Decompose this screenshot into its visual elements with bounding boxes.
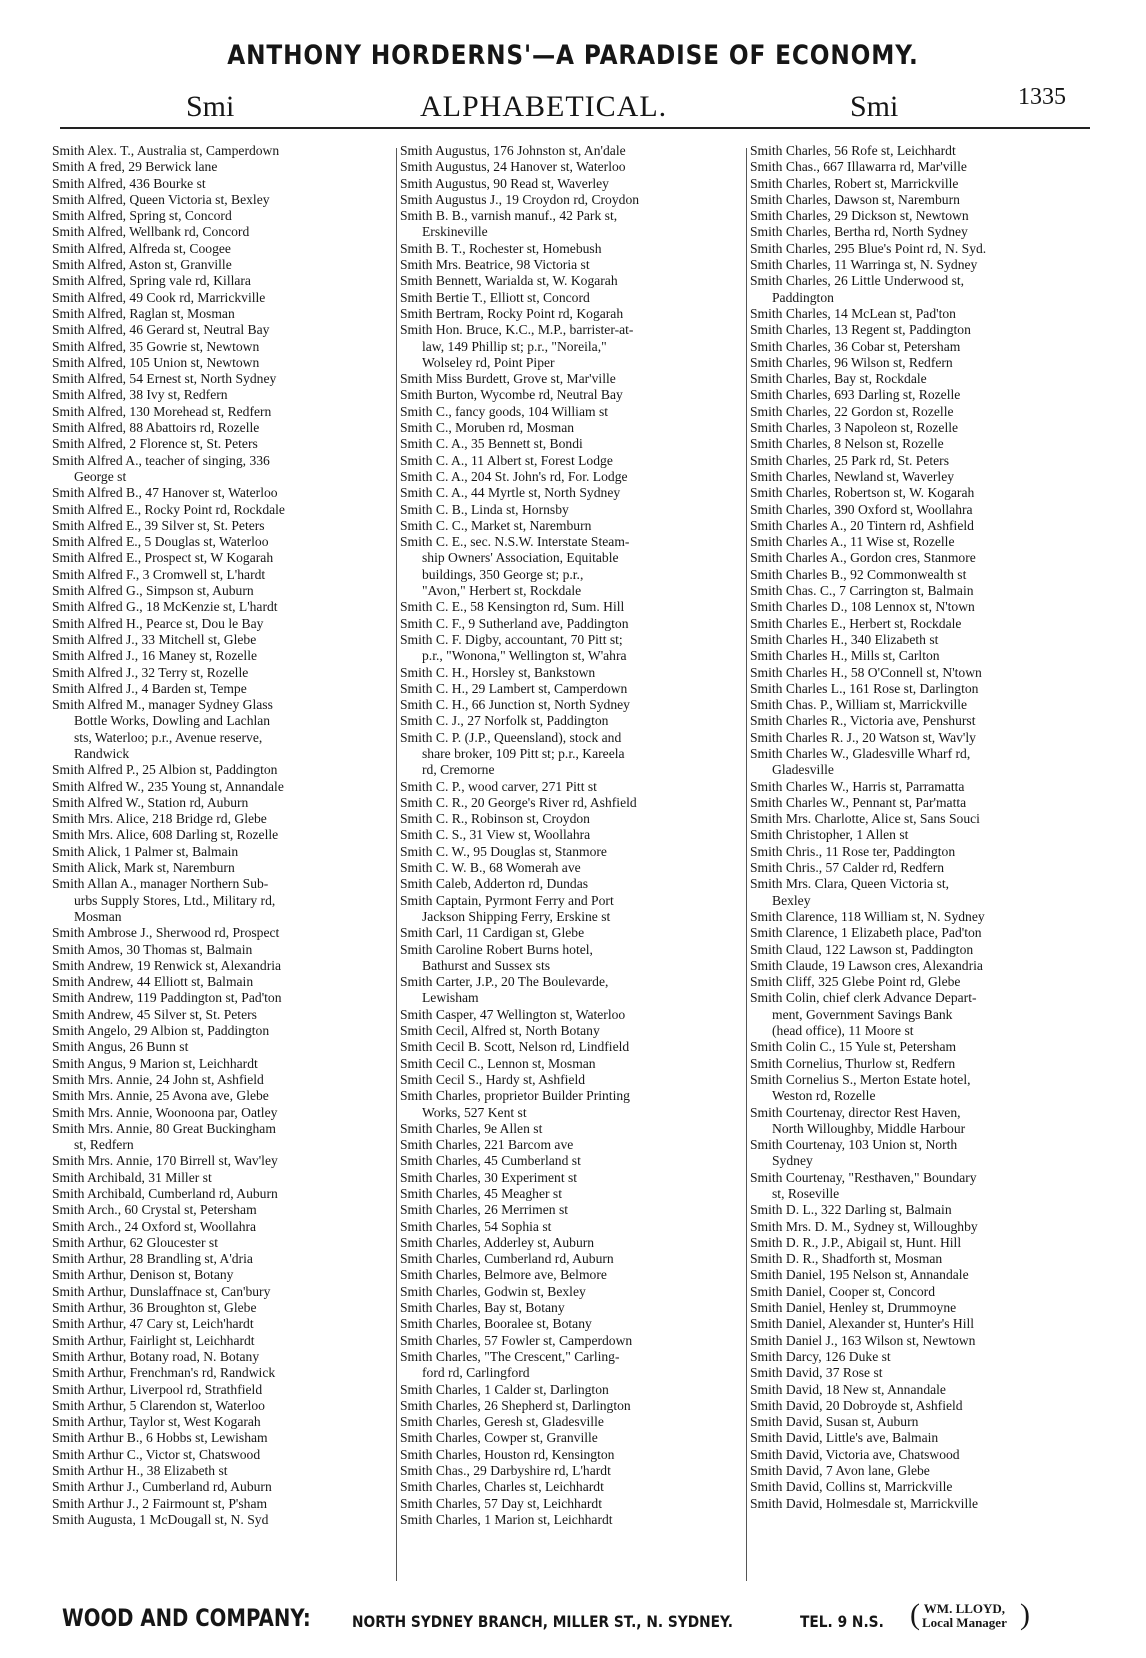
directory-entry: Smith C. S., 31 View st, Woollahra bbox=[400, 827, 591, 843]
directory-column-2 bbox=[400, 143, 742, 1583]
directory-entry: Smith Cornelius S., Merton Estate hotel, bbox=[750, 1071, 971, 1087]
directory-entry: Smith Andrew, 119 Paddington st, Pad'ton bbox=[52, 990, 282, 1006]
directory-entry: Smith Charles, Cumberland rd, Auburn bbox=[400, 1251, 614, 1267]
directory-entry: Smith Charles, Bay st, Rockdale bbox=[750, 371, 927, 387]
directory-entry: Smith C. A., 44 Myrtle st, North Sydney bbox=[400, 485, 621, 501]
directory-entry: Smith Charles, 45 Meagher st bbox=[400, 1186, 562, 1201]
directory-entry: Smith Arthur, 36 Broughton st, Glebe bbox=[52, 1300, 257, 1316]
directory-entry: Smith Arthur, 28 Brandling st, A'dria bbox=[52, 1251, 253, 1267]
directory-entry-continuation: p.r., "Wonona," Wellington st, W'ahra bbox=[422, 648, 627, 664]
directory-entry: Smith David, Little's ave, Balmain bbox=[750, 1430, 939, 1446]
directory-entry-continuation: Weston rd, Rozelle bbox=[772, 1088, 876, 1104]
directory-entry: Smith Carter, J.P., 20 The Boulevarde, bbox=[400, 974, 609, 990]
directory-entry: Smith Chas., 29 Darbyshire rd, L'hardt bbox=[400, 1463, 611, 1479]
directory-entry: Smith Chris., 11 Rose ter, Paddington bbox=[750, 843, 956, 859]
directory-entry: Smith Alfred, 54 Ernest st, North Sydney bbox=[52, 371, 277, 387]
directory-entry: Smith Courtenay, director Rest Haven, bbox=[750, 1104, 961, 1120]
directory-entry: Smith Alfred F., 3 Cromwell st, L'hardt bbox=[52, 566, 266, 582]
directory-entry: Smith Alfred E., 5 Douglas st, Waterloo bbox=[52, 534, 269, 550]
directory-entry: Smith Charles H., 58 O'Connell st, N'town bbox=[750, 664, 982, 680]
directory-entry: Smith Daniel J., 163 Wilson st, Newtown bbox=[750, 1332, 976, 1348]
directory-entry: Smith Mrs. Annie, 80 Great Buckingham bbox=[52, 1120, 276, 1136]
directory-entry: Smith Courtenay, "Resthaven," Boundary bbox=[750, 1169, 977, 1185]
directory-entry: Smith C. F. Digby, accountant, 70 Pitt st; bbox=[400, 631, 623, 647]
directory-entry: Smith Alfred J., 33 Mitchell st, Glebe bbox=[52, 631, 257, 647]
directory-entry: Smith Charles, 26 Merrimen st bbox=[400, 1202, 569, 1218]
directory-entry: Smith Alick, Mark st, Naremburn bbox=[52, 860, 235, 876]
directory-entry: Smith Angus, 9 Marion st, Leichhardt bbox=[52, 1055, 258, 1071]
directory-entry: Smith Alfred, 35 Gowrie st, Newtown bbox=[52, 338, 260, 354]
directory-entry: Smith Charles, Geresh st, Gladesville bbox=[400, 1414, 604, 1430]
directory-entry: Smith Charles, Houston rd, Kensington bbox=[400, 1446, 615, 1462]
directory-entry: Smith Augustus, 90 Read st, Waverley bbox=[400, 175, 609, 191]
directory-entry-continuation: Bathurst and Sussex sts bbox=[422, 957, 551, 973]
directory-entry: Smith Cliff, 325 Glebe Point rd, Glebe bbox=[750, 974, 961, 990]
directory-entry: Smith Charles, 8 Nelson st, Rozelle bbox=[750, 436, 944, 452]
directory-entry-continuation: (head office), 11 Moore st bbox=[772, 1023, 914, 1039]
directory-entry: Smith Charles H., 340 Elizabeth st bbox=[750, 631, 939, 647]
directory-entry: Smith B. T., Rochester st, Homebush bbox=[400, 240, 602, 256]
directory-entry: Smith Chas. C., 7 Carrington st, Balmain bbox=[750, 583, 974, 599]
directory-entry: Smith Clarence, 118 William st, N. Sydney bbox=[750, 908, 985, 924]
header-rule bbox=[60, 127, 1090, 129]
directory-entry: Smith Charles, 22 Gordon st, Rozelle bbox=[750, 403, 954, 419]
directory-entry: Smith Charles D., 108 Lennox st, N'town bbox=[750, 599, 975, 615]
directory-entry: Smith Mrs. Charlotte, Alice st, Sans Souci bbox=[750, 811, 980, 827]
directory-entry: Smith Charles, 295 Blue's Point rd, N. Syd. bbox=[750, 240, 987, 256]
directory-entry: Smith Chris., 57 Calder rd, Redfern bbox=[750, 860, 945, 876]
directory-entry: Smith Cecil, Alfred st, North Botany bbox=[400, 1023, 600, 1039]
directory-entry: Smith Mrs. Annie, 25 Avona ave, Glebe bbox=[52, 1088, 269, 1104]
directory-entry: Smith Charles, 1 Marion st, Leichhardt bbox=[400, 1511, 613, 1527]
directory-entry: Smith Alfred, Alfreda st, Coogee bbox=[52, 240, 231, 256]
directory-entry-continuation: Jackson Shipping Ferry, Erskine st bbox=[422, 908, 611, 924]
directory-entry: Smith Bertie T., Elliott st, Concord bbox=[400, 289, 590, 305]
directory-entry: Smith Charles, 57 Day st, Leichhardt bbox=[400, 1495, 602, 1511]
directory-entry: Smith Casper, 47 Wellington st, Waterloo bbox=[400, 1006, 626, 1022]
directory-entry: Smith Hon. Bruce, K.C., M.P., barrister-at- bbox=[400, 322, 634, 338]
directory-entry: Smith Arthur, Dunslaffnace st, Can'bury bbox=[52, 1283, 271, 1299]
directory-entry: Smith Alfred, 38 Ivy st, Redfern bbox=[52, 387, 228, 403]
directory-entry: Smith Arthur, 47 Cary st, Leich'hardt bbox=[52, 1316, 254, 1332]
directory-entry-continuation: Bexley bbox=[772, 892, 811, 908]
directory-entry-continuation: Sydney bbox=[772, 1153, 813, 1169]
directory-entry: Smith Alfred E., 39 Silver st, St. Peters bbox=[52, 517, 265, 533]
directory-entry-continuation: ship Owners' Association, Equitable bbox=[422, 550, 619, 566]
directory-entry: Smith Burton, Wycombe rd, Neutral Bay bbox=[400, 387, 623, 403]
directory-entry: Smith Andrew, 44 Elliott st, Balmain bbox=[52, 974, 254, 990]
directory-entry: Smith Charles E., Herbert st, Rockdale bbox=[750, 615, 962, 631]
directory-entry: Smith Charles, Bay st, Botany bbox=[400, 1300, 565, 1316]
directory-entry: Smith Charles, Charles st, Leichhardt bbox=[400, 1479, 604, 1495]
directory-entry: Smith Arthur, 5 Clarendon st, Waterloo bbox=[52, 1397, 265, 1413]
directory-entry: Smith Cornelius, Thurlow st, Redfern bbox=[750, 1055, 956, 1071]
directory-entry: Smith Charles A., 20 Tintern rd, Ashfield bbox=[750, 517, 974, 533]
directory-entry: Smith Alfred H., Pearce st, Dou le Bay bbox=[52, 615, 264, 631]
directory-entry: Smith Arthur C., Victor st, Chatswood bbox=[52, 1446, 261, 1462]
directory-entry: Smith Daniel, Cooper st, Concord bbox=[750, 1283, 936, 1299]
directory-entry: Smith Alfred, Queen Victoria st, Bexley bbox=[52, 191, 270, 207]
directory-entry: Smith Charles, 221 Barcom ave bbox=[400, 1137, 574, 1153]
directory-entry: Smith C. W., 95 Douglas st, Stanmore bbox=[400, 843, 607, 859]
directory-entry: Smith Charles W., Harris st, Parramatta bbox=[750, 778, 965, 794]
directory-entry: Smith Cecil C., Lennon st, Mosman bbox=[400, 1055, 596, 1071]
directory-entry: Smith Augustus, 24 Hanover st, Waterloo bbox=[400, 159, 626, 175]
directory-entry: Smith Chas., 667 Illawarra rd, Mar'ville bbox=[750, 159, 967, 175]
directory-entry: Smith Charles A., Gordon cres, Stanmore bbox=[750, 550, 976, 566]
directory-entry: Smith Charles, Belmore ave, Belmore bbox=[400, 1267, 607, 1283]
directory-entry: Smith Captain, Pyrmont Ferry and Port bbox=[400, 892, 614, 908]
directory-entry-continuation: Works, 527 Kent st bbox=[422, 1104, 527, 1120]
directory-entry: Smith Mrs. Annie, 170 Birrell st, Wav'ley bbox=[52, 1153, 278, 1169]
directory-entry: Smith Cecil S., Hardy st, Ashfield bbox=[400, 1071, 586, 1087]
directory-entry-continuation: rd, Cremorne bbox=[422, 762, 495, 778]
directory-entry: Smith C. A., 204 St. John's rd, For. Lodge bbox=[400, 468, 628, 484]
footer-paren-open: ( bbox=[910, 1598, 920, 1631]
directory-entry: Smith Daniel, Alexander st, Hunter's Hill bbox=[750, 1316, 975, 1332]
directory-entry: Smith Arch., 24 Oxford st, Woollahra bbox=[52, 1218, 257, 1234]
directory-entry: Smith Charles, 11 Warringa st, N. Sydney bbox=[750, 257, 978, 273]
directory-entry: Smith C. F., 9 Sutherland ave, Paddington bbox=[400, 615, 629, 631]
directory-entry-continuation: Lewisham bbox=[422, 990, 479, 1006]
directory-entry: Smith Charles, 26 Shepherd st, Darlington bbox=[400, 1397, 631, 1413]
directory-entry: Smith Arthur, Denison st, Botany bbox=[52, 1267, 234, 1283]
directory-entry: Smith David, 18 New st, Annandale bbox=[750, 1381, 946, 1397]
directory-entry: Smith Claude, 19 Lawson cres, Alexandria bbox=[750, 957, 983, 973]
directory-entry: Smith Mrs. D. M., Sydney st, Willoughby bbox=[750, 1218, 978, 1234]
directory-entry: Smith Charles, 54 Sophia st bbox=[400, 1218, 552, 1234]
directory-entry: Smith D. R., Shadforth st, Mosman bbox=[750, 1251, 943, 1267]
column-divider bbox=[746, 148, 747, 1581]
directory-entry: Smith C. W. B., 68 Womerah ave bbox=[400, 860, 581, 876]
directory-entry: Smith Charles, 3 Napoleon st, Rozelle bbox=[750, 420, 959, 436]
directory-entry: Smith Charles R., Victoria ave, Penshurst bbox=[750, 713, 976, 729]
directory-entry: Smith Courtenay, 103 Union st, North bbox=[750, 1137, 958, 1153]
footer-manager bbox=[922, 1602, 1007, 1630]
directory-entry: Smith Mrs. Annie, Woonoona par, Oatley bbox=[52, 1104, 278, 1120]
directory-entry: Smith Alfred J., 32 Terry st, Rozelle bbox=[52, 664, 249, 680]
directory-entry: Smith Chas. P., William st, Marrickville bbox=[750, 697, 968, 713]
directory-entry: Smith Alfred J., 4 Barden st, Tempe bbox=[52, 680, 247, 696]
directory-entry-continuation: law, 149 Phillip st; p.r., "Noreila," bbox=[422, 338, 607, 354]
directory-entry: Smith Charles, 25 Park rd, St. Peters bbox=[750, 452, 949, 468]
directory-entry: Smith Alfred, 130 Morehead st, Redfern bbox=[52, 403, 272, 419]
directory-entry: Smith Charles, Booralee st, Botany bbox=[400, 1316, 592, 1332]
running-header bbox=[70, 84, 1090, 124]
directory-entry: Smith Charles, Bertha rd, North Sydney bbox=[750, 224, 968, 240]
directory-entry: Smith Charles, proprietor Builder Printing bbox=[400, 1088, 630, 1104]
directory-entry: Smith Alfred, Aston st, Granville bbox=[52, 257, 232, 273]
directory-entry-continuation: Wolseley rd, Point Piper bbox=[422, 354, 555, 370]
directory-entry: Smith Charles, 13 Regent st, Paddington bbox=[750, 322, 971, 338]
directory-entry: Smith Arthur B., 6 Hobbs st, Lewisham bbox=[52, 1430, 268, 1446]
directory-entry: Smith David, 7 Avon lane, Glebe bbox=[750, 1463, 930, 1479]
directory-entry: Smith David, 20 Dobroyde st, Ashfield bbox=[750, 1397, 963, 1413]
footer-company: WOOD AND COMPANY: bbox=[62, 1604, 311, 1632]
directory-entry: Smith Alfred A., teacher of singing, 336 bbox=[52, 452, 270, 468]
directory-entry-continuation: share broker, 109 Pitt st; p.r., Kareela bbox=[422, 745, 625, 761]
directory-entry: Smith Archibald, Cumberland rd, Auburn bbox=[52, 1186, 278, 1201]
directory-entry: Smith Cecil B. Scott, Nelson rd, Lindfield bbox=[400, 1039, 630, 1055]
directory-entry: Smith C. H., Horsley st, Bankstown bbox=[400, 664, 596, 680]
directory-entry: Smith Alfred J., 16 Maney st, Rozelle bbox=[52, 648, 258, 664]
directory-entry: Smith Amos, 30 Thomas st, Balmain bbox=[52, 941, 253, 957]
directory-entry: Smith Charles, 36 Cobar st, Petersham bbox=[750, 338, 961, 354]
directory-entry: Smith Charles L., 161 Rose st, Darlington bbox=[750, 680, 979, 696]
directory-entry: Smith Carl, 11 Cardigan st, Glebe bbox=[400, 925, 585, 941]
directory-entry: Smith Arthur, 62 Gloucester st bbox=[52, 1234, 218, 1250]
directory-entry: Smith Alfred P., 25 Albion st, Paddington bbox=[52, 762, 278, 778]
directory-entry: Smith Charles, 1 Calder st, Darlington bbox=[400, 1381, 609, 1397]
directory-entry: Smith Mrs. Annie, 24 John st, Ashfield bbox=[52, 1071, 264, 1087]
directory-entry: Smith C. H., 66 Junction st, North Sydney bbox=[400, 697, 630, 713]
directory-entry: Smith David, Collins st, Marrickville bbox=[750, 1479, 953, 1495]
directory-entry: Smith Alex. T., Australia st, Camperdown bbox=[52, 143, 280, 158]
directory-entry: Smith Alfred, Wellbank rd, Concord bbox=[52, 224, 250, 240]
directory-entry: Smith Mrs. Alice, 218 Bridge rd, Glebe bbox=[52, 811, 267, 827]
directory-entry: Smith David, 37 Rose st bbox=[750, 1365, 883, 1381]
directory-entry-continuation: ford rd, Carlingford bbox=[422, 1365, 530, 1381]
directory-entry: Smith Arthur, Liverpool rd, Strathfield bbox=[52, 1381, 263, 1397]
advertisement-banner: ANTHONY HORDERNS'—A PARADISE OF ECONOMY. bbox=[227, 40, 919, 71]
directory-entry: Smith Caleb, Adderton rd, Dundas bbox=[400, 876, 589, 892]
directory-entry-continuation: George st bbox=[74, 468, 127, 484]
directory-entry-continuation: Paddington bbox=[772, 289, 834, 305]
directory-entry: Smith Alfred, 49 Cook rd, Marrickville bbox=[52, 289, 266, 305]
directory-entry: Smith Angelo, 29 Albion st, Paddington bbox=[52, 1023, 270, 1039]
directory-entry: Smith Alfred W., Station rd, Auburn bbox=[52, 794, 249, 810]
directory-entry: Smith Charles, 26 Little Underwood st, bbox=[750, 273, 965, 289]
directory-entry: Smith Bertram, Rocky Point rd, Kogarah bbox=[400, 305, 624, 321]
directory-entry: Smith Charles, 29 Dickson st, Newtown bbox=[750, 208, 969, 224]
directory-entry: Smith Arthur, Botany road, N. Botany bbox=[52, 1348, 260, 1364]
directory-entry: Smith Ambrose J., Sherwood rd, Prospect bbox=[52, 925, 280, 941]
directory-entry: Smith Charles, 390 Oxford st, Woollahra bbox=[750, 501, 973, 517]
directory-entry: Smith Charles B., 92 Commonwealth st bbox=[750, 566, 967, 582]
directory-entry: Smith Charles, Robertson st, W. Kogarah bbox=[750, 485, 975, 501]
footer-paren-close: ) bbox=[1020, 1598, 1030, 1631]
footer-advertisement bbox=[62, 1598, 1092, 1632]
footer-manager-name: WM. LLOYD, bbox=[923, 1601, 1006, 1616]
directory-entry: Smith Clarence, 1 Elizabeth place, Pad'ton bbox=[750, 925, 982, 941]
footer-branch: NORTH SYDNEY BRANCH, MILLER ST., N. SYDNEY. bbox=[352, 1612, 733, 1631]
directory-entry-continuation: st, Roseville bbox=[772, 1186, 840, 1201]
directory-entry: Smith Alfred W., 235 Young st, Annandale bbox=[52, 778, 284, 794]
directory-entry: Smith Darcy, 126 Duke st bbox=[750, 1348, 891, 1364]
directory-entry: Smith Alfred, Spring st, Concord bbox=[52, 208, 232, 224]
directory-entry: Smith B. B., varnish manuf., 42 Park st, bbox=[400, 208, 618, 224]
directory-entry: Smith Charles, 14 McLean st, Pad'ton bbox=[750, 305, 956, 321]
directory-entry: Smith Archibald, 31 Miller st bbox=[52, 1169, 212, 1185]
directory-entry: Smith Charles, 56 Rofe st, Leichhardt bbox=[750, 143, 956, 158]
directory-entry: Smith Arthur, Fairlight st, Leichhardt bbox=[52, 1332, 255, 1348]
directory-entry: Smith Augusta, 1 McDougall st, N. Syd bbox=[52, 1511, 269, 1527]
directory-entry: Smith Alfred G., 18 McKenzie st, L'hardt bbox=[52, 599, 278, 615]
directory-entry: Smith Mrs. Alice, 608 Darling st, Rozelle bbox=[52, 827, 279, 843]
directory-entry: Smith Andrew, 45 Silver st, St. Peters bbox=[52, 1006, 257, 1022]
directory-entry: Smith Arthur J., Cumberland rd, Auburn bbox=[52, 1479, 272, 1495]
directory-entry: Smith Alfred G., Simpson st, Auburn bbox=[52, 583, 254, 599]
directory-entry: Smith C. A., 35 Bennett st, Bondi bbox=[400, 436, 583, 452]
directory-entry: Smith Christopher, 1 Allen st bbox=[750, 827, 909, 843]
header-left-guide: Smi bbox=[186, 90, 235, 123]
directory-entry: Smith Arthur, Taylor st, West Kogarah bbox=[52, 1414, 261, 1430]
directory-entry-continuation: urbs Supply Stores, Ltd., Military rd, bbox=[74, 892, 276, 908]
directory-entry: Smith Alfred, Raglan st, Mosman bbox=[52, 305, 235, 321]
directory-entry: Smith C., fancy goods, 104 William st bbox=[400, 403, 609, 419]
directory-entry: Smith Charles, 45 Cumberland st bbox=[400, 1153, 581, 1169]
directory-entry: Smith C. B., Linda st, Hornsby bbox=[400, 501, 569, 517]
directory-entry: Smith Alfred, 436 Bourke st bbox=[52, 175, 206, 191]
directory-entry: Smith Arch., 60 Crystal st, Petersham bbox=[52, 1202, 257, 1218]
header-section-title: ALPHABETICAL. bbox=[420, 90, 668, 123]
directory-entry: Smith Alfred, 105 Union st, Newtown bbox=[52, 354, 260, 370]
directory-entry: Smith D. R., J.P., Abigail st, Hunt. Hill bbox=[750, 1234, 962, 1250]
directory-entry: Smith Colin, chief clerk Advance Depart- bbox=[750, 990, 977, 1006]
directory-entry: Smith Charles A., 11 Wise st, Rozelle bbox=[750, 534, 955, 550]
directory-entry-continuation: Mosman bbox=[74, 908, 122, 924]
directory-entry: Smith Allan A., manager Northern Sub- bbox=[52, 876, 269, 892]
directory-entry: Smith C. A., 11 Albert st, Forest Lodge bbox=[400, 452, 613, 468]
directory-entry-continuation: Bottle Works, Dowling and Lachlan bbox=[74, 713, 271, 729]
directory-entry: Smith C. C., Market st, Naremburn bbox=[400, 517, 592, 533]
directory-entry: Smith Alfred B., 47 Hanover st, Waterloo bbox=[52, 485, 278, 501]
directory-entry: Smith Alfred, Spring vale rd, Killara bbox=[52, 273, 251, 289]
directory-entry-continuation: sts, Waterloo; p.r., Avenue reserve, bbox=[74, 729, 263, 745]
directory-entry: Smith Andrew, 19 Renwick st, Alexandria bbox=[52, 957, 282, 973]
directory-entry: Smith D. L., 322 Darling st, Balmain bbox=[750, 1202, 952, 1218]
directory-entry: Smith Charles, "The Crescent," Carling- bbox=[400, 1348, 620, 1364]
directory-column-1 bbox=[52, 143, 392, 1583]
directory-entry: Smith Charles, Adderley st, Auburn bbox=[400, 1234, 595, 1250]
directory-entry: Smith Daniel, 195 Nelson st, Annandale bbox=[750, 1267, 969, 1283]
directory-entry: Smith Charles, 30 Experiment st bbox=[400, 1169, 578, 1185]
directory-entry: Smith David, Holmesdale st, Marrickville bbox=[750, 1495, 979, 1511]
directory-entry: Smith Charles, Dawson st, Naremburn bbox=[750, 191, 960, 207]
directory-entry: Smith Alick, 1 Palmer st, Balmain bbox=[52, 843, 239, 859]
directory-entry: Smith C. R., Robinson st, Croydon bbox=[400, 811, 590, 827]
directory-entry: Smith Augustus J., 19 Croydon rd, Croydon bbox=[400, 191, 640, 207]
directory-entry: Smith Alfred, 2 Florence st, St. Peters bbox=[52, 436, 258, 452]
directory-entry: Smith Caroline Robert Burns hotel, bbox=[400, 941, 593, 957]
directory-entry: Smith C. E., 58 Kensington rd, Sum. Hill bbox=[400, 599, 625, 615]
directory-entry: Smith Charles R. J., 20 Watson st, Wav'ly bbox=[750, 729, 976, 745]
directory-entry: Smith Charles W., Pennant st, Par'matta bbox=[750, 794, 967, 810]
directory-entry: Smith C., Moruben rd, Mosman bbox=[400, 420, 575, 436]
directory-entry: Smith Claud, 122 Lawson st, Paddington bbox=[750, 941, 974, 957]
directory-entry: Smith Colin C., 15 Yule st, Petersham bbox=[750, 1039, 957, 1055]
directory-entry: Smith C. P., wood carver, 271 Pitt st bbox=[400, 778, 597, 794]
directory-entry: Smith Miss Burdett, Grove st, Mar'ville bbox=[400, 371, 616, 387]
directory-entry: Smith Charles, 693 Darling st, Rozelle bbox=[750, 387, 961, 403]
directory-entry: Smith Charles, 96 Wilson st, Redfern bbox=[750, 354, 953, 370]
directory-entry: Smith Alfred, 88 Abattoirs rd, Rozelle bbox=[52, 420, 260, 436]
directory-entry: Smith Charles W., Gladesville Wharf rd, bbox=[750, 745, 971, 761]
directory-entry: Smith Arthur H., 38 Elizabeth st bbox=[52, 1463, 228, 1479]
directory-entry: Smith David, Susan st, Auburn bbox=[750, 1414, 919, 1430]
directory-entry: Smith Augustus, 176 Johnston st, An'dale bbox=[400, 143, 626, 158]
directory-entry: Smith A fred, 29 Berwick lane bbox=[52, 159, 218, 175]
directory-entry: Smith David, Victoria ave, Chatswood bbox=[750, 1446, 960, 1462]
directory-entry: Smith C. P. (J.P., Queensland), stock and bbox=[400, 729, 622, 745]
directory-entry: Smith Charles, Cowper st, Granville bbox=[400, 1430, 598, 1446]
directory-entry: Smith C. H., 29 Lambert st, Camperdown bbox=[400, 680, 628, 696]
directory-entry-continuation: ment, Government Savings Bank bbox=[772, 1006, 953, 1022]
header-right-guide: Smi bbox=[850, 90, 899, 123]
directory-entry: Smith Bennett, Warialda st, W. Kogarah bbox=[400, 273, 618, 289]
directory-entry: Smith Charles, 9e Allen st bbox=[400, 1120, 543, 1136]
directory-entry: Smith Charles, Godwin st, Bexley bbox=[400, 1283, 586, 1299]
directory-entry: Smith Alfred, 46 Gerard st, Neutral Bay bbox=[52, 322, 270, 338]
directory-entry-continuation: st, Redfern bbox=[74, 1137, 134, 1153]
directory-entry-continuation: Erskineville bbox=[422, 224, 488, 240]
column-divider bbox=[396, 148, 397, 1581]
directory-entry: Smith Alfred M., manager Sydney Glass bbox=[52, 697, 273, 713]
directory-entry: Smith Arthur, Frenchman's rd, Randwick bbox=[52, 1365, 276, 1381]
directory-entry: Smith C. E., sec. N.S.W. Interstate Steam- bbox=[400, 534, 630, 550]
directory-entry: Smith Charles, 57 Fowler st, Camperdown bbox=[400, 1332, 633, 1348]
directory-entry-continuation: North Willoughby, Middle Harbour bbox=[772, 1120, 966, 1136]
directory-entry: Smith Alfred E., Prospect st, W Kogarah bbox=[52, 550, 274, 566]
directory-entry: Smith C. J., 27 Norfolk st, Paddington bbox=[400, 713, 609, 729]
directory-entry-continuation: "Avon," Herbert st, Rockdale bbox=[422, 583, 582, 599]
directory-entry: Smith Mrs. Beatrice, 98 Victoria st bbox=[400, 257, 590, 273]
directory-column-3 bbox=[750, 143, 1090, 1583]
directory-entry: Smith Angus, 26 Bunn st bbox=[52, 1039, 189, 1055]
directory-entry-continuation: Randwick bbox=[74, 745, 130, 761]
directory-entry-continuation: Gladesville bbox=[772, 762, 834, 778]
directory-entry: Smith Charles, Newland st, Waverley bbox=[750, 468, 955, 484]
directory-entry: Smith Mrs. Clara, Queen Victoria st, bbox=[750, 876, 950, 892]
directory-entry: Smith Charles, Robert st, Marrickville bbox=[750, 175, 959, 191]
directory-entry: Smith Daniel, Henley st, Drummoyne bbox=[750, 1300, 957, 1316]
directory-entry: Smith C. R., 20 George's River rd, Ashfield bbox=[400, 794, 637, 810]
directory-entry-continuation: buildings, 350 George st; p.r., bbox=[422, 566, 584, 582]
directory-entry: Smith Arthur J., 2 Fairmount st, P'sham bbox=[52, 1495, 268, 1511]
page-number: 1335 bbox=[1018, 84, 1066, 110]
directory-entry: Smith Charles H., Mills st, Carlton bbox=[750, 648, 940, 664]
directory-entry: Smith Alfred E., Rocky Point rd, Rockdale bbox=[52, 501, 285, 517]
footer-telephone: TEL. 9 N.S. bbox=[800, 1612, 884, 1631]
footer-manager-title: Local Manager bbox=[922, 1615, 1007, 1630]
